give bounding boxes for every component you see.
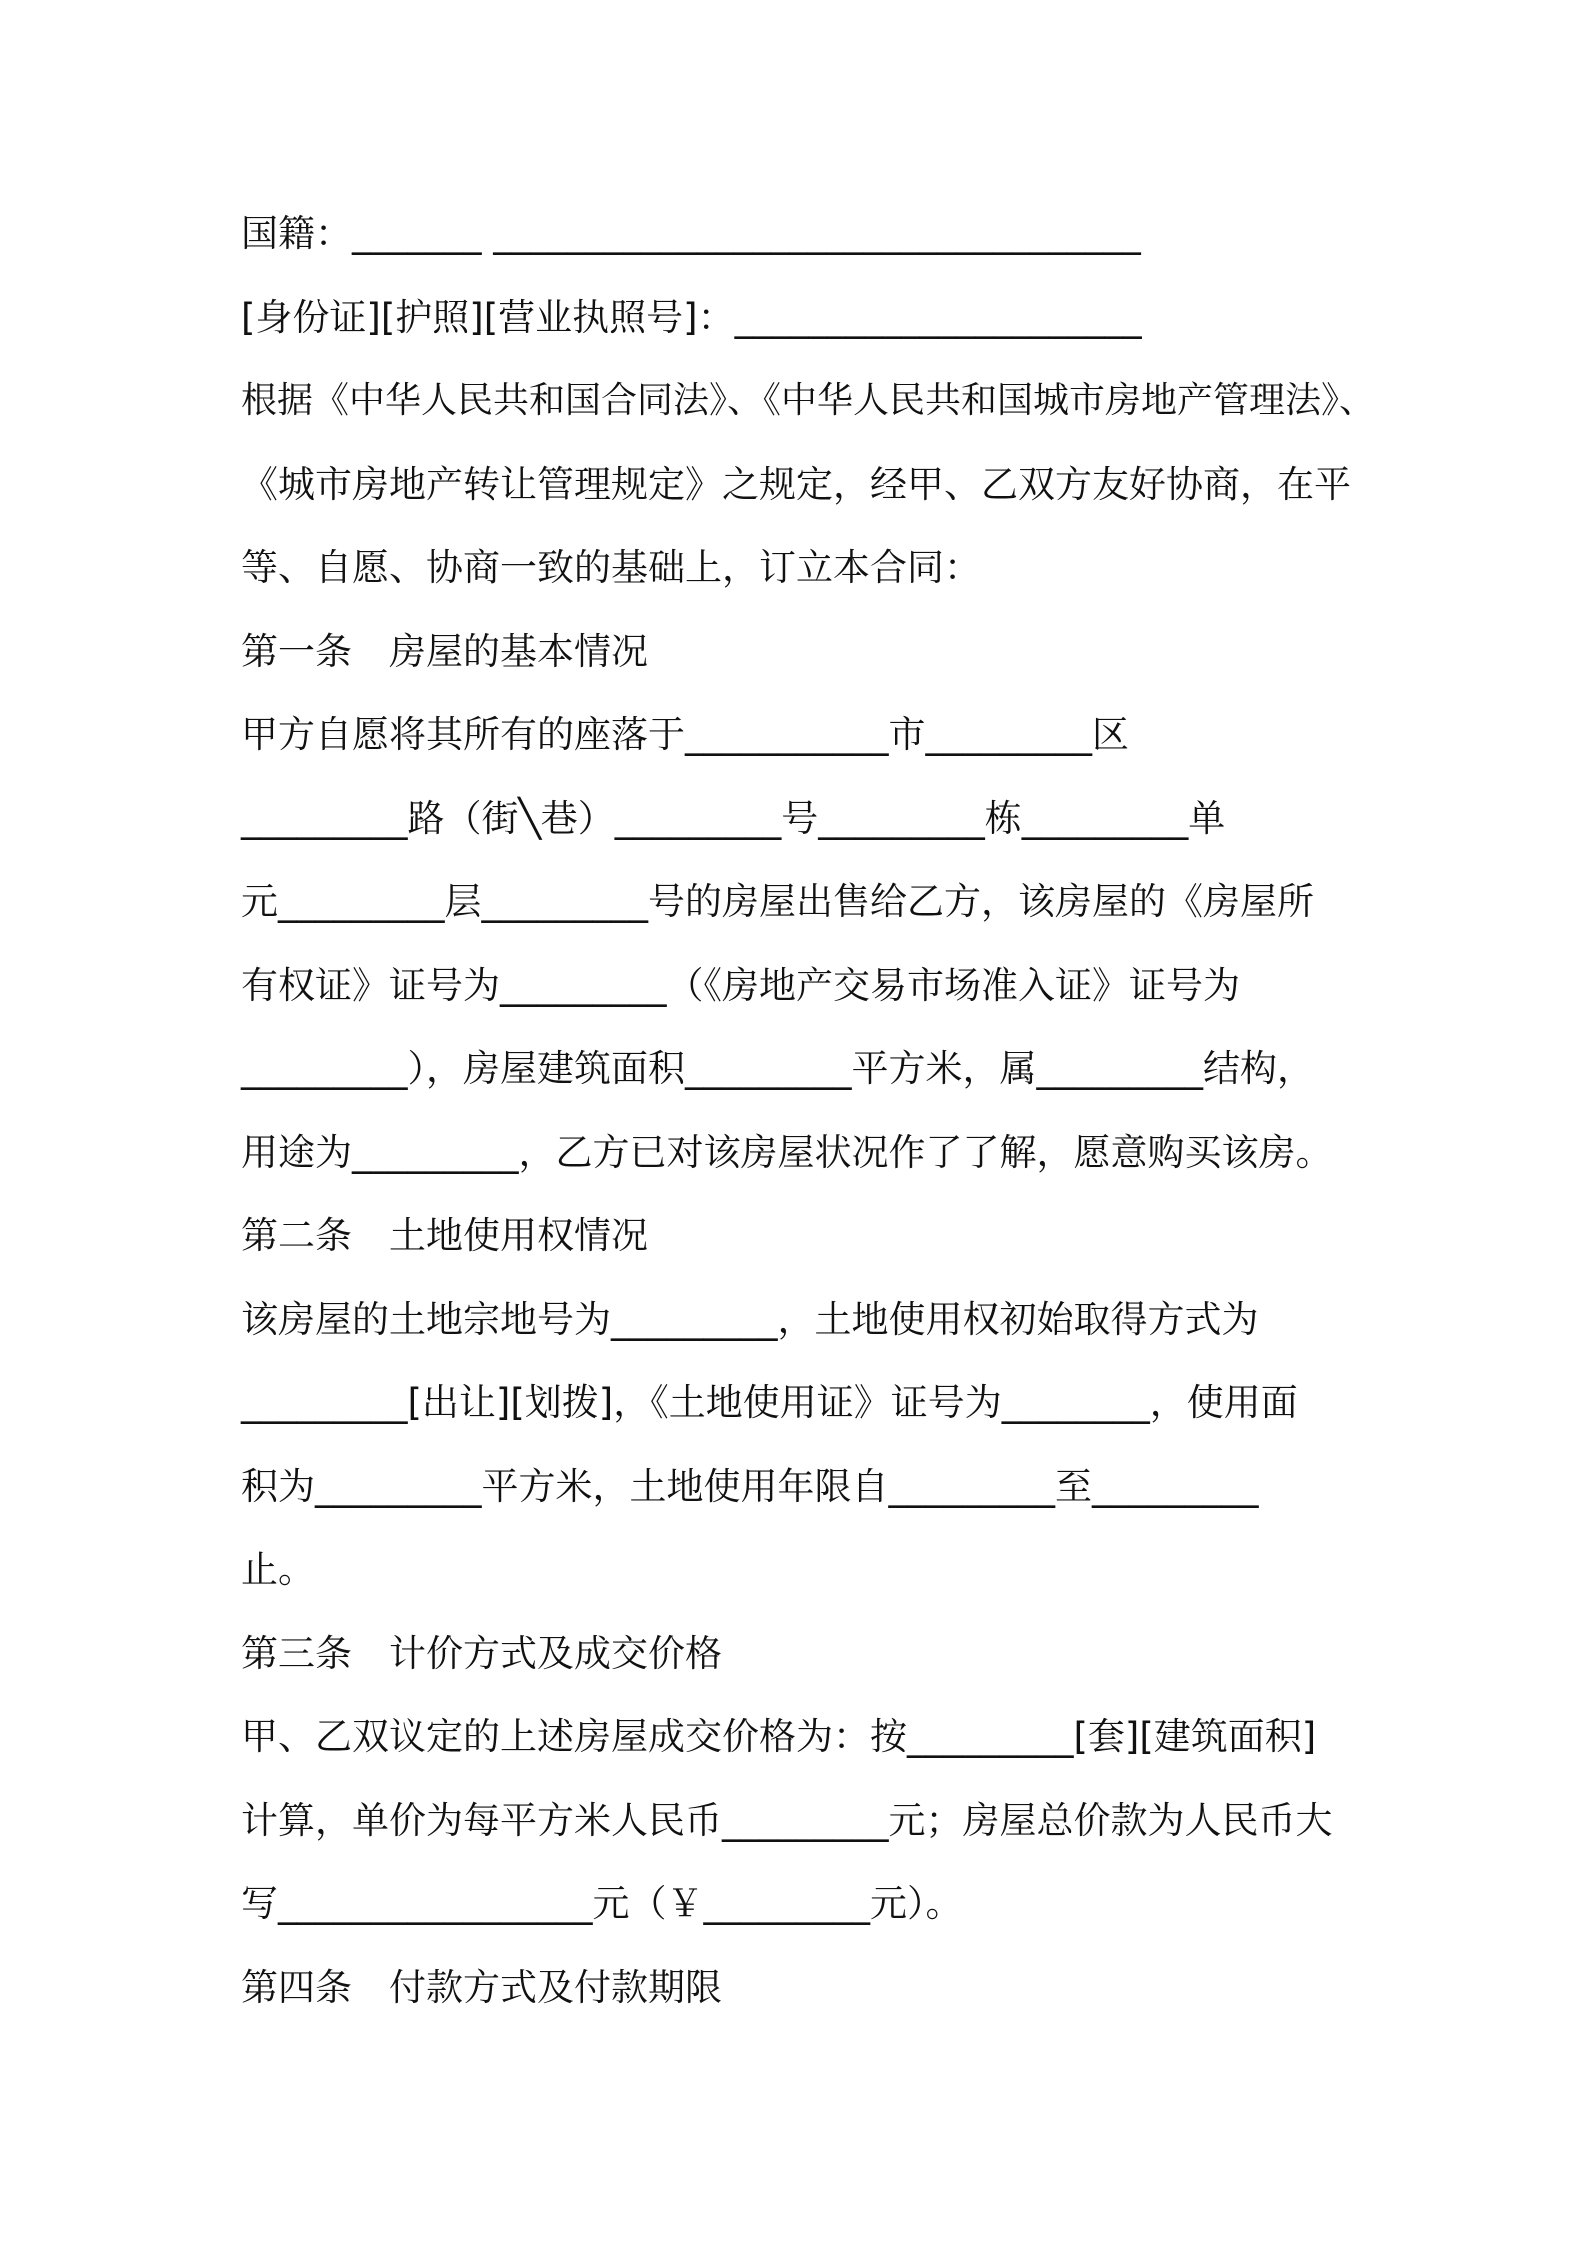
id-number-line: [身份证][护照][营业执照号]：______________________ [241,296,1142,339]
preamble-line-1: 根据《中华人民共和国合同法》、《中华人民共和国城市房地产管理法》、 [241,380,1376,421]
article-1-heading: 第一条 房屋的基本情况 [241,630,648,673]
article-2-line-1: 该房屋的土地宗地号为_________，土地使用权初始取得方式为 [241,1298,1259,1341]
article-1-line-2: _________路（街╲巷）_________号_________栋_________单 [241,797,1226,840]
article-1-line-5: _________），房屋建筑面积_________平方米，属_________结构， [241,1047,1314,1090]
article-3-heading: 第三条 计价方式及成交价格 [241,1632,722,1675]
article-3-line-1: 甲、乙双议定的上述房屋成交价格为：按_________[套][建筑面积] [241,1715,1317,1758]
nationality-line: 国籍：_______ ___________________________________ [241,212,1141,255]
article-4-heading: 第四条 付款方式及付款期限 [241,1966,722,2009]
article-1-line-1: 甲方自愿将其所有的座落于___________市_________区 [241,713,1129,756]
article-2-line-2: _________[出让][划拨]，《土地使用证》证号为________，使用面 [241,1381,1298,1424]
article-1-line-6: 用途为_________，乙方已对该房屋状况作了了解，愿意购买该房。 [241,1131,1333,1174]
article-2-line-4: 止。 [241,1548,315,1591]
preamble-line-3: 等、自愿、协商一致的基础上，订立本合同： [241,546,981,589]
preamble-line-2: 《城市房地产转让管理规定》之规定，经甲、乙双方友好协商，在平 [241,463,1351,506]
article-3-line-3: 写_________________元（￥_________元）。 [241,1882,963,1925]
article-3-line-2: 计算，单价为每平方米人民币_________元；房屋总价款为人民币大 [241,1799,1333,1842]
article-1-line-3: 元_________层_________号的房屋出售给乙方，该房屋的《房屋所 [241,880,1314,923]
article-2-heading: 第二条 土地使用权情况 [241,1214,648,1257]
article-1-line-4: 有权证》证号为_________（《房地产交易市场准入证》证号为 [241,964,1240,1007]
article-2-line-3: 积为_________平方米，土地使用年限自_________至_________ [241,1465,1259,1508]
